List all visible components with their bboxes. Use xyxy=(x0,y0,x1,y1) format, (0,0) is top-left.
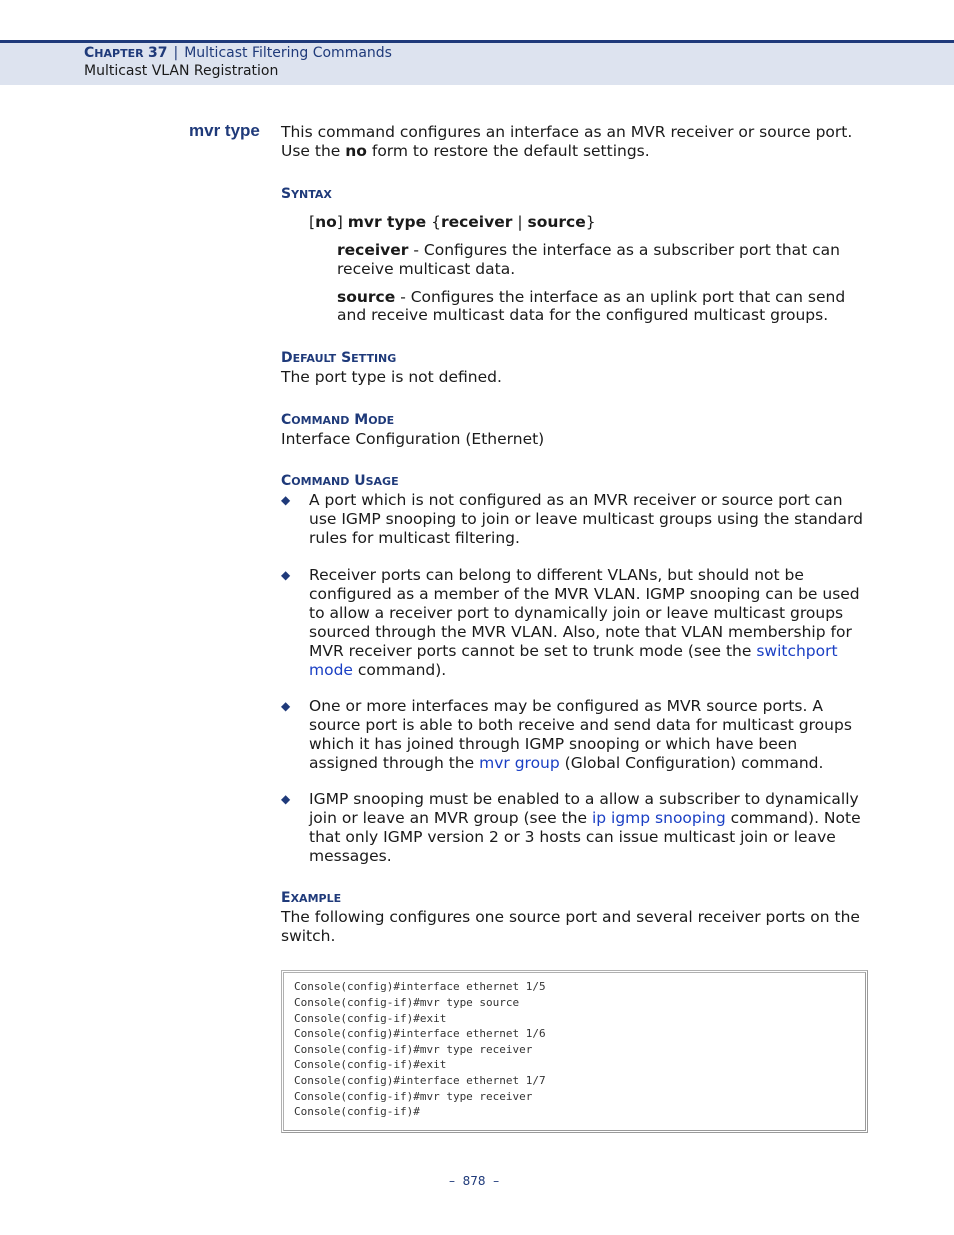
intro-line-1: This command configures an interface as an MVR receiver or source port. xyxy=(281,123,853,141)
command-title: mvr type xyxy=(189,121,260,140)
param-receiver: receiver - Configures the interface as a subscriber port that can xyxy=(337,241,840,259)
diamond-bullet-icon: ◆ xyxy=(281,792,291,806)
diamond-bullet-icon: ◆ xyxy=(281,699,291,713)
switchport-mode-link-cont[interactable]: mode xyxy=(309,661,353,679)
param-source: source - Configures the interface as an uplink port that can send xyxy=(337,288,846,306)
default-setting-text: The port type is not defined. xyxy=(281,368,502,386)
code-line: Console(config-if)#mvr type receiver xyxy=(294,1043,533,1056)
command-usage-heading: COMMAND USAGE xyxy=(281,473,399,489)
usage-bullet-4: ◆ IGMP snooping must be enabled to a allow a subscriber to dynamically join or leave an MVR group (see the ip igmp snooping command). Note that only IGMP version 2 or 3 hosts can issue multicast join or leave messages. xyxy=(281,790,861,865)
example-heading: EXAMPLE xyxy=(281,890,342,906)
chapter-number: 37 xyxy=(148,45,168,61)
ip-igmp-snooping-link[interactable]: ip igmp snooping xyxy=(591,809,726,827)
diamond-bullet-icon: ◆ xyxy=(281,493,291,507)
usage-bullet-3: ◆ One or more interfaces may be configured as MVR source ports. A source port is able to both receive and send data for multicast groups which it has joined through IGMP snooping or which have been assigned through the mvr group (Global Configuration) command. xyxy=(281,697,852,772)
code-line: Console(config)#interface ethernet 1/6 xyxy=(294,1027,546,1040)
code-line: Console(config-if)# xyxy=(294,1105,420,1118)
mvr-group-link[interactable]: mvr group xyxy=(479,754,560,772)
usage-bullet-2: ◆ Receiver ports can belong to different VLANs, but should not be configured as a member of the MVR VLAN. IGMP snooping can be used to allow a receiver port to dynamically join or leave multicast groups sourced through the MVR VLAN. Also, note that VLAN membership for MVR receiver ports cannot be set to trunk mode (see the switchport mode command). xyxy=(281,566,860,679)
command-mode-text: Interface Configuration (Ethernet) xyxy=(281,430,545,448)
switchport-mode-link[interactable]: switchport xyxy=(756,642,838,660)
header-separator: | xyxy=(173,45,179,61)
diamond-bullet-icon: ◆ xyxy=(281,568,291,582)
code-line: Console(config-if)#exit xyxy=(294,1012,447,1025)
default-setting-heading: DEFAULT SETTING xyxy=(281,350,397,366)
example-intro-line-2: switch. xyxy=(281,927,336,945)
example-intro-line-1: The following configures one source port and several receiver ports on the xyxy=(281,908,860,926)
code-line: Console(config)#interface ethernet 1/7 xyxy=(294,1074,546,1087)
syntax-heading: SYNTAX xyxy=(281,186,332,202)
chapter-heading: CHAPTER 37 | Multicast Filtering Commands xyxy=(84,45,392,61)
param-source-cont: and receive multicast data for the configured multicast groups. xyxy=(337,306,829,324)
usage-bullet-1: ◆ A port which is not configured as an MVR receiver or source port can use IGMP snooping to join or leave multicast groups using the standard rules for multicast filtering. xyxy=(281,491,863,547)
chapter-title: Multicast Filtering Commands xyxy=(184,45,392,61)
intro-line-2: Use the no form to restore the default settings. xyxy=(281,142,650,160)
syntax-line: [no] mvr type {receiver | source} xyxy=(309,213,596,231)
code-line: Console(config-if)#mvr type receiver xyxy=(294,1090,533,1103)
param-receiver-cont: receive multicast data. xyxy=(337,260,516,278)
code-line: Console(config-if)#exit xyxy=(294,1058,447,1071)
code-line: Console(config)#interface ethernet 1/5 xyxy=(294,980,546,993)
page-number: – 878 – xyxy=(449,1174,500,1188)
code-line: Console(config-if)#mvr type source xyxy=(294,996,520,1009)
command-mode-heading: COMMAND MODE xyxy=(281,412,395,428)
section-title: Multicast VLAN Registration xyxy=(84,63,279,79)
